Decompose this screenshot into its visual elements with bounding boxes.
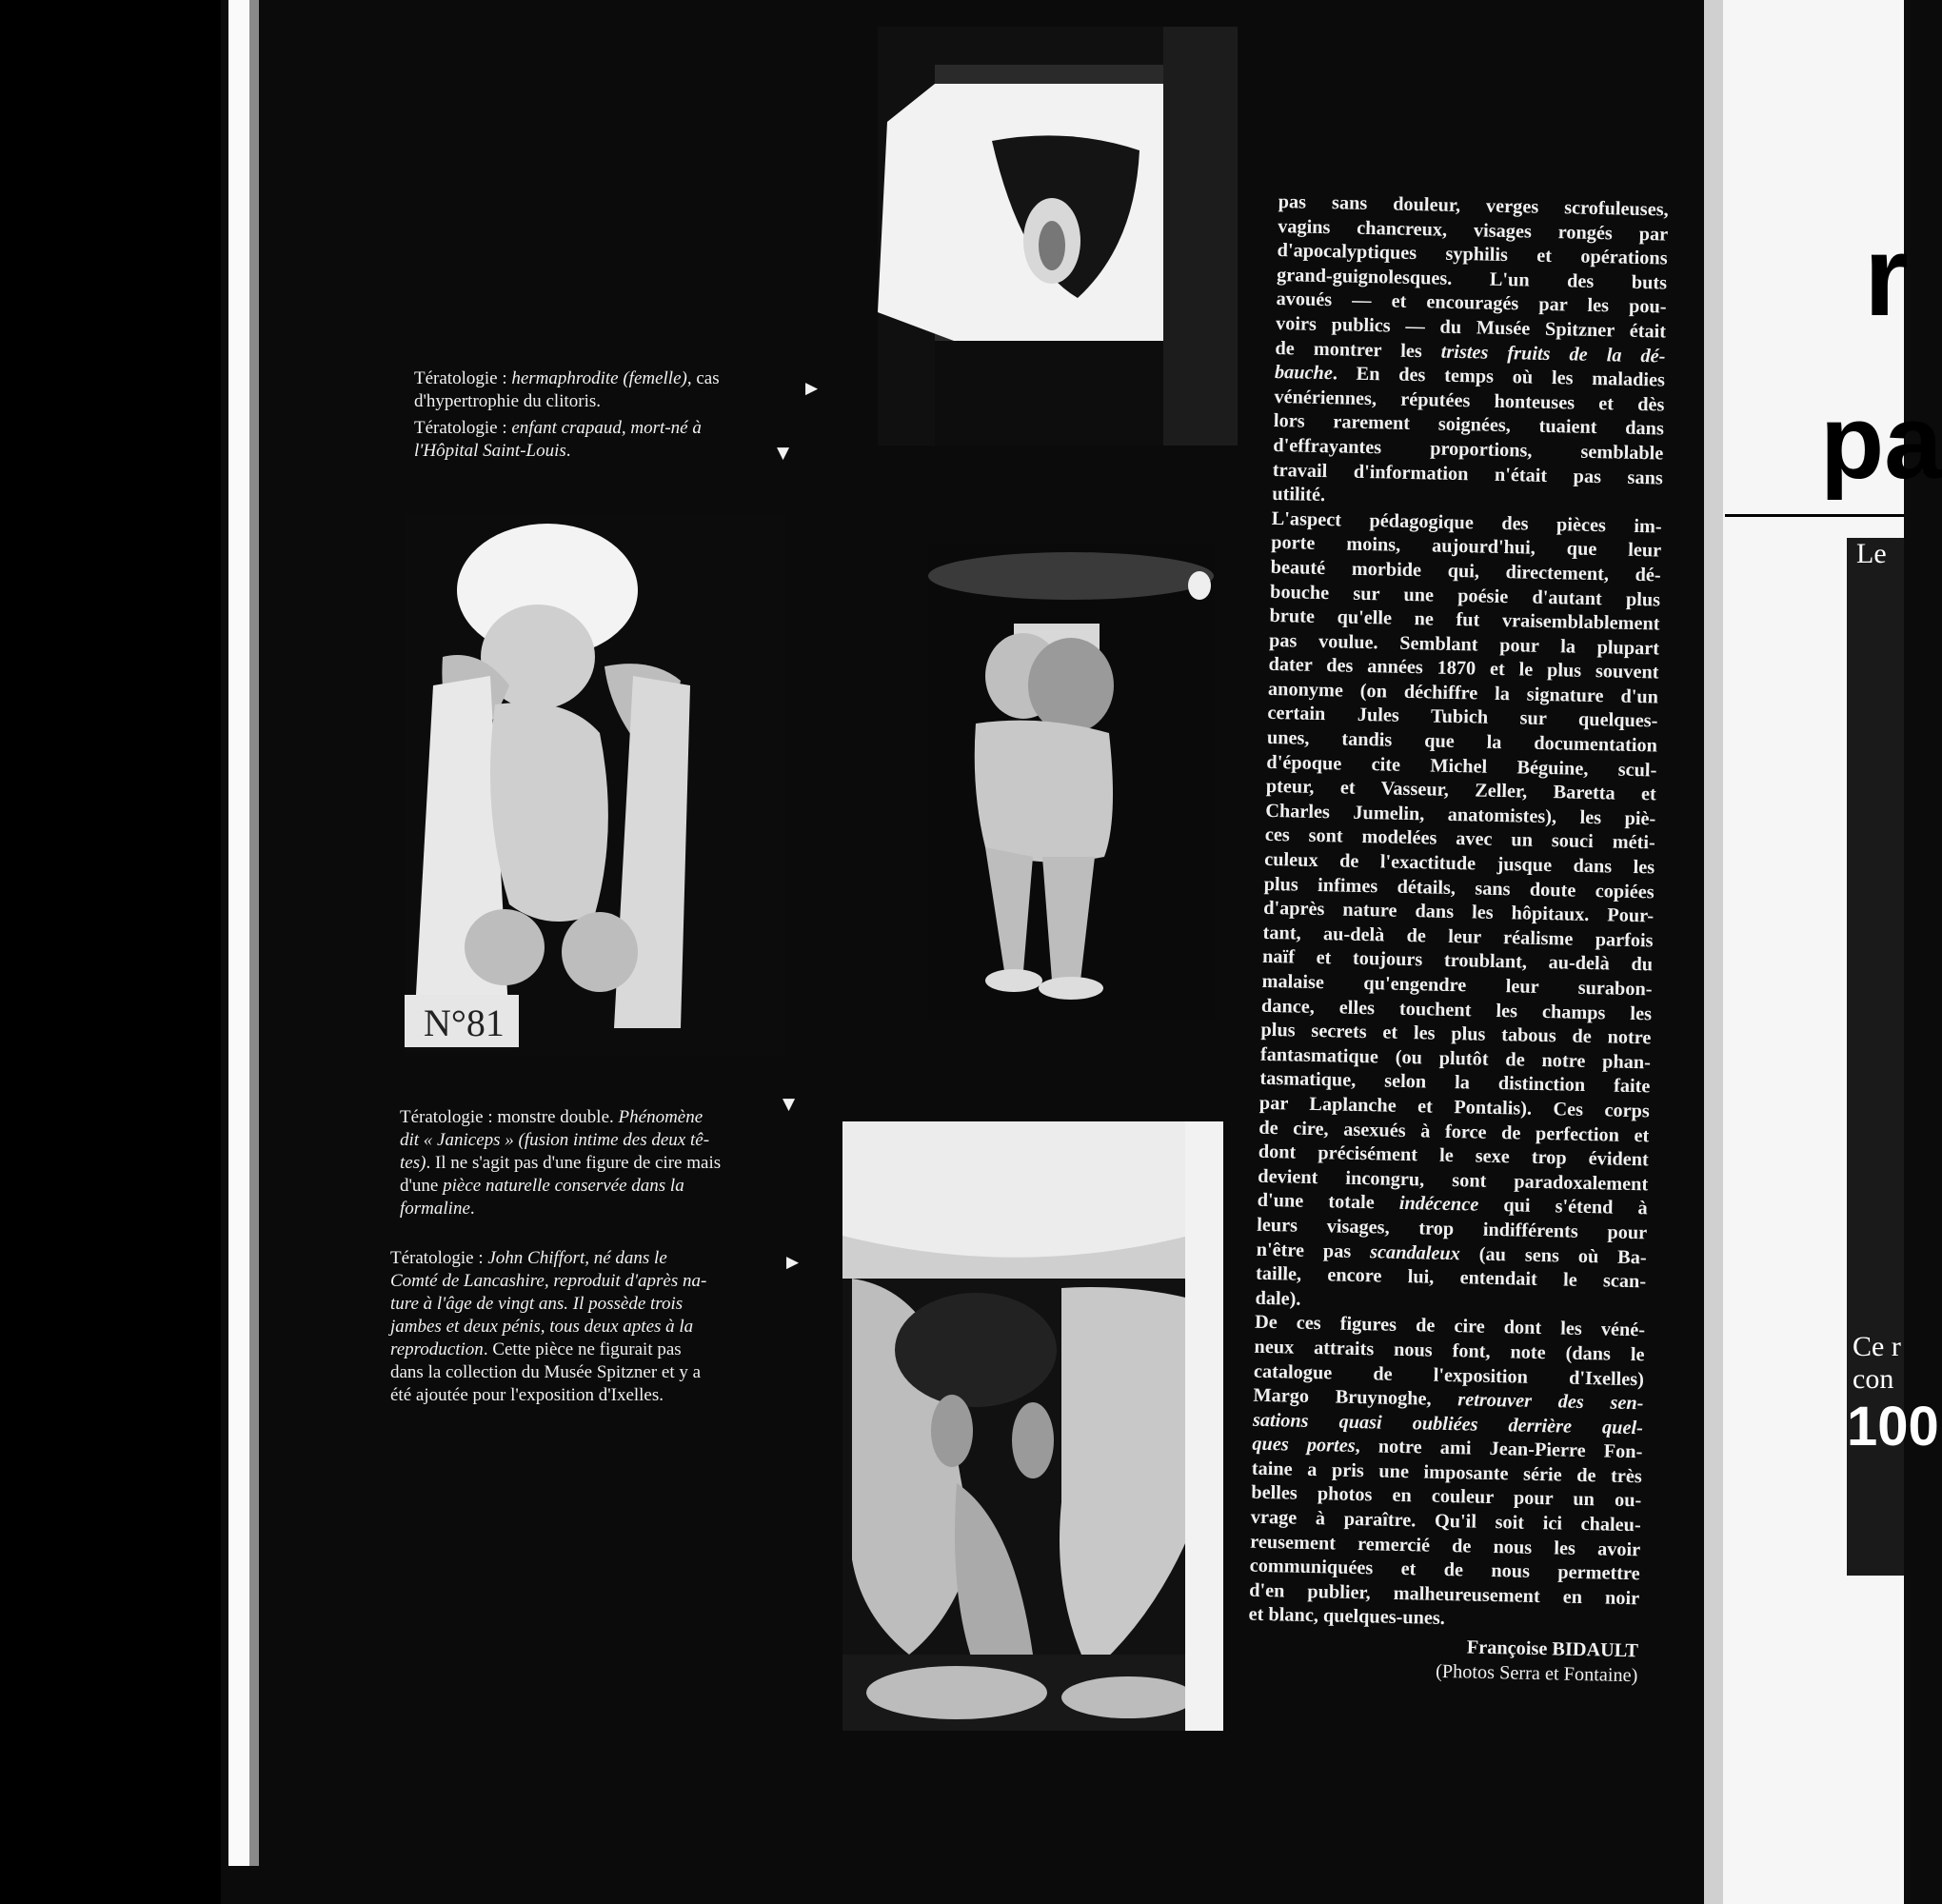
caption-line: Tératologie : enfant crapaud, mort-né à <box>414 418 702 438</box>
article-line: Margo Bruynoghe, retrouver des sen- <box>1253 1384 1644 1415</box>
article-line: avoués — et encouragés par les pou- <box>1276 288 1667 318</box>
article-line: dater des années 1870 et le plus souvent <box>1268 654 1659 684</box>
article-line: tant, au-delà de leur réalisme parfois <box>1262 922 1654 952</box>
caption-line: ture à l'âge de vingt ans. Il possède trois <box>390 1294 684 1314</box>
article-line: ques portes, notre ami Jean-Pierre Fon- <box>1252 1433 1643 1463</box>
article-line: n'être pas scandaleux (au sens où Ba- <box>1256 1239 1647 1268</box>
article-line: pteur, et Vasseur, Zeller, Baretta et <box>1265 776 1657 805</box>
article-line: bouche sur une poésie d'autant plus <box>1269 581 1661 610</box>
arrow-down-icon: ▼ <box>783 1095 796 1114</box>
caption-line: Tératologie : monstre double. Phénomène <box>400 1107 703 1127</box>
right-page-headline: pa <box>1820 384 1942 501</box>
caption-monstre-double <box>400 1106 790 1220</box>
article-line: porte moins, aujourd'hui, que leur <box>1271 532 1662 562</box>
author-signature: Françoise BIDAULT <box>1466 1636 1639 1662</box>
article-line: voirs publics — du Musée Spitzner était <box>1275 312 1667 343</box>
photo-enfant-crapaud <box>405 514 785 1057</box>
article-line: culeux de l'exactitude jusque dans les <box>1264 848 1655 879</box>
article-line: travail d'information n'était pas sans <box>1272 459 1663 489</box>
caption-hermaphrodite <box>414 367 823 413</box>
article-line: tasmatique, selon la distinction faite <box>1259 1068 1651 1098</box>
article-line: d'effrayantes proportions, semblable <box>1273 434 1664 465</box>
photo-john-chiffort <box>842 1121 1223 1731</box>
caption-line: Tératologie : hermaphrodite (femelle), cas <box>414 368 720 388</box>
article-line: certain Jules Tubich sur quelques- <box>1267 703 1658 732</box>
article-line: vénériennes, réputées honteuses et dès <box>1274 386 1665 416</box>
article-line: reusement remercié de nous les avoir <box>1250 1531 1641 1560</box>
caption-line: formaline. <box>400 1199 475 1219</box>
caption-enfant-crapaud <box>414 417 823 463</box>
caption-line: jambes et deux pénis, tous deux aptes à la <box>390 1317 694 1337</box>
article-line: pas voulue. Semblant pour la plupart <box>1268 629 1660 660</box>
article-line: utilité. <box>1272 484 1326 506</box>
article-line: par Laplanche et Pontalis). Ces corps <box>1258 1092 1651 1122</box>
article-line: De ces figures de cire dont les véné- <box>1254 1312 1646 1341</box>
jar-label-number: N°81 <box>424 1002 505 1044</box>
article-line: dale). <box>1255 1287 1301 1310</box>
article-line: leurs visages, trop indifférents pour <box>1257 1214 1648 1244</box>
article-line: neux attraits nous font, note (dans le <box>1254 1336 1645 1366</box>
article-line: de cire, asexués à force de perfection et <box>1258 1117 1650 1146</box>
article-line: lors rarement soignées, tuaient dans <box>1273 410 1665 440</box>
article-line: vagins chancreux, visages rongés par <box>1277 215 1669 246</box>
article-line: ces sont modelées avec un souci méti- <box>1264 824 1655 854</box>
article-line: dance, elles touchent les champs les <box>1260 995 1653 1024</box>
right-page-rule <box>1725 514 1904 517</box>
article-line: plus secrets et les plus tabous de notre <box>1260 1019 1652 1049</box>
article-line: de montrer les tristes fruits de la dé- <box>1275 337 1666 367</box>
caption-line: Comté de Lancashire, reproduit d'après na- <box>390 1271 707 1291</box>
article-line: Charles Jumelin, anatomistes), les piè- <box>1265 800 1656 830</box>
photo-monstre-double <box>928 543 1214 1019</box>
caption-line: tes). Il ne s'agit pas d'une figure de cire mais <box>400 1153 722 1173</box>
arrow-down-icon: ▼ <box>777 444 790 463</box>
caption-line: d'hypertrophie du clitoris. <box>414 391 602 411</box>
page-edge-shadow <box>249 0 259 1866</box>
article-line: d'époque cite Michel Béguine, scul- <box>1266 751 1657 782</box>
article-line: d'en publier, malheureusement en noir <box>1248 1579 1640 1610</box>
article-line: sations quasi oubliées derrière quel- <box>1252 1409 1644 1438</box>
article-line: grand-guignolesques. L'un des buts <box>1276 264 1668 294</box>
caption-line: l'Hôpital Saint-Louis. <box>414 441 571 461</box>
caption-line: dans la collection du Musée Spitzner et y a <box>390 1362 702 1382</box>
caption-line: d'une pièce naturelle conservée dans la <box>400 1176 684 1196</box>
right-page-headline: r <box>1864 212 1909 340</box>
article-line: L'aspect pédagogique des pièces im- <box>1271 507 1662 538</box>
arrow-right-icon: ▶ <box>805 379 819 398</box>
article-line: pas sans douleur, verges scrofuleuses, <box>1278 190 1669 221</box>
arrow-right-icon: ▶ <box>786 1253 800 1272</box>
article-line: fantasmatique (ou plutôt de notre phan- <box>1259 1043 1652 1074</box>
caption-line: dit « Janiceps » (fusion intime des deux tê- <box>400 1130 710 1150</box>
article-line: belles photos en couleur pour un ou- <box>1251 1482 1642 1512</box>
right-page-gutter <box>1704 0 1723 1904</box>
article-line: bauche. En des temps où les maladies <box>1274 362 1666 391</box>
photo-hermaphrodite-wax <box>878 27 1238 446</box>
caption-line: Tératologie : John Chiffort, né dans le <box>390 1248 667 1268</box>
article-line: taille, encore lui, entendait le scan- <box>1255 1262 1647 1293</box>
caption-line: été ajoutée pour l'exposition d'Ixelles. <box>390 1385 664 1405</box>
article-column <box>1247 190 1669 1688</box>
article-line: taine a pris une imposante série de très <box>1251 1458 1643 1488</box>
article-line: devient incongru, sont paradoxalement <box>1258 1165 1649 1196</box>
poster-title: Le <box>1856 538 1887 569</box>
article-line: et blanc, quelques-unes. <box>1248 1604 1446 1630</box>
left-margin <box>0 0 221 1904</box>
article-line: naïf et toujours troublant, au-delà du <box>1261 946 1654 976</box>
article-line: catalogue de l'exposition d'Ixelles) <box>1253 1360 1645 1390</box>
article-line: plus infimes détails, sans doute copiées <box>1263 873 1655 903</box>
article-line: vrage à paraître. Qu'il soit ici chaleu- <box>1250 1506 1641 1537</box>
caption-line: reproduction. Cette pièce ne figurait pas <box>390 1339 682 1359</box>
caption-john-chiffort <box>390 1247 781 1407</box>
article-line: d'apocalyptiques syphilis et opérations <box>1277 240 1668 269</box>
article-line: unes, tandis que la documentation <box>1266 726 1658 757</box>
article-line: d'une totale indécence qui s'étend à <box>1257 1190 1648 1220</box>
poster-price: 100 <box>1847 1396 1939 1458</box>
article-line: beauté morbide qui, directement, dé- <box>1270 556 1661 586</box>
article-line: malaise qu'engendre leur surabon- <box>1261 970 1653 1001</box>
article-line: communiquées et de nous permettre <box>1249 1555 1640 1585</box>
photo-credit: (Photos Serra et Fontaine) <box>1435 1660 1638 1686</box>
article-line: dont précisément le sexe trop évident <box>1258 1140 1649 1171</box>
poster-text: Ce r con <box>1853 1331 1901 1395</box>
article-line: d'après nature dans les hôpitaux. Pour- <box>1262 898 1655 927</box>
article-line: brute qu'elle ne fut vraisemblablement <box>1269 605 1660 635</box>
right-page-poster <box>1847 538 1939 1576</box>
article-line: anonyme (on déchiffre la signature d'un <box>1267 678 1659 708</box>
